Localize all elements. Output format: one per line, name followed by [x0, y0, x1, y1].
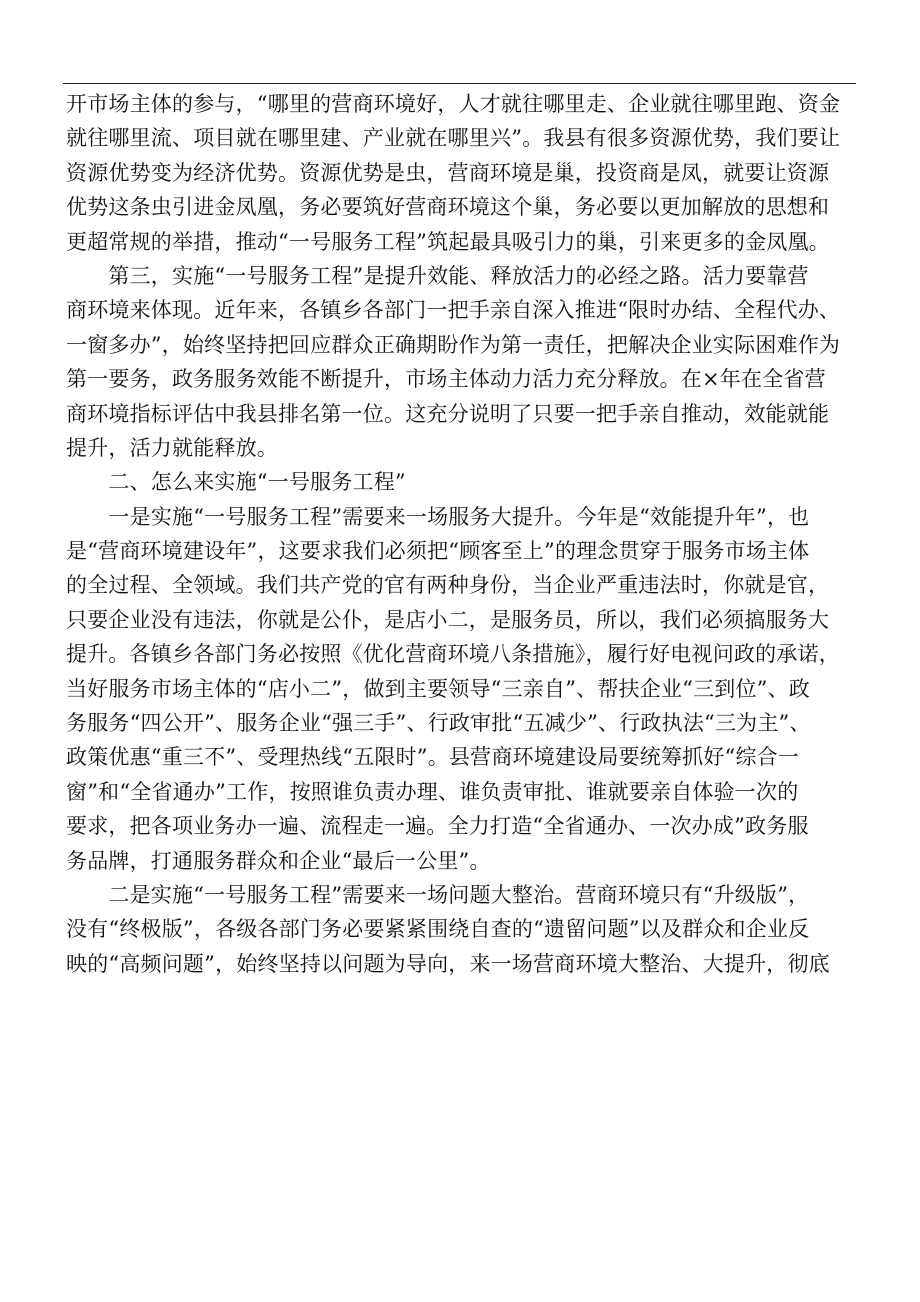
text-line: 开市场主体的参与，“哪里的营商环境好，人才就往哪里走、企业就往哪里跑、资金: [66, 92, 841, 116]
text-line: 务服务“四公开”、服务企业“强三手”、行政审批“五减少”、行政执法“三为主”、: [66, 711, 811, 736]
section-heading: 二、怎么来实施“一号服务工程”: [66, 470, 406, 495]
body-text: [66, 87, 856, 981]
text-line: 没有“终极版”，各级各部门务必要紧紧围绕自查的“遗留问题”以及群众和企业反: [66, 917, 810, 942]
text-line: 映的“高频问题”，始终坚持以问题为导向，来一场营商环境大整治、大提升，彻底: [66, 951, 830, 976]
text-line: 第一要务，政务服务效能不断提升，市场主体动力活力充分释放。在×年在全省营: [66, 367, 826, 392]
text-line: 的全过程、全领域。我们共产党的官有两种身份，当企业严重违法时，你就是官，: [66, 573, 830, 598]
text-line: 只要企业没有违法，你就是公仆，是店小二，是服务员，所以，我们必须搞服务大: [66, 607, 830, 632]
text-line: 一窗多办”，始终坚持把回应群众正确期盼作为第一责任，把解决企业实际困难作为: [66, 332, 841, 357]
text-line: 一是实施“一号服务工程”需要来一场服务大提升。今年是“效能提升年”，也: [66, 504, 810, 529]
text-line: 商环境指标评估中我县排名第一位。这充分说明了只要一把手亲自推动，效能就能: [66, 401, 830, 426]
text-line: 二是实施“一号服务工程”需要来一场问题大整治。营商环境只有“升级版”，: [66, 882, 810, 907]
text-line: 优势这条虫引进金凤凰，务必要筑好营商环境这个巢，务必要以更加解放的思想和: [66, 195, 830, 220]
text-line: 就往哪里流、项目就在哪里建、产业就在哪里兴”。我县有很多资源优势，我们要让: [66, 126, 841, 151]
text-line: 提升，活力就能释放。: [66, 435, 278, 460]
text-line: 商环境来体现。近年来，各镇乡各部门一把手亲自深入推进“限时办结、全程代办、: [66, 298, 841, 323]
text-line: 要求，把各项业务办一遍、流程走一遍。全力打造“全省通办、一次办成”政务服: [66, 814, 809, 839]
text-line: 当好服务市场主体的“店小二”，做到主要领导“三亲自”、帮扶企业“三到位”、政: [66, 676, 811, 701]
text-line: 资源优势变为经济优势。资源优势是虫，营商环境是巢，投资商是凤，就要让资源: [66, 160, 830, 185]
text-line: 窗”和“全省通办”工作，按照谁负责办理、谁负责审批、谁就要亲自体验一次的: [66, 779, 799, 804]
text-line: 是“营商环境建设年”，这要求我们必须把“顾客至上”的理念贯穿于服务市场主体: [66, 539, 810, 564]
text-line: 政策优惠“重三不”、受理热线“五限时”。县营商环境建设局要统筹抓好“综合一: [66, 745, 800, 770]
header-rule: [63, 83, 856, 84]
text-line: 提升。各镇乡各部门务必按照《优化营商环境八条措施》，履行好电视问政的承诺，: [66, 642, 840, 667]
text-line: 更超常规的举措，推动“一号服务工程”筑起最具吸引力的巢，引来更多的金凤凰。: [66, 229, 830, 254]
text-line: 第三，实施“一号服务工程”是提升效能、释放活力的必经之路。活力要靠营: [66, 263, 809, 288]
text-line: 务品牌，打通服务群众和企业“最后一公里”。: [66, 848, 491, 873]
